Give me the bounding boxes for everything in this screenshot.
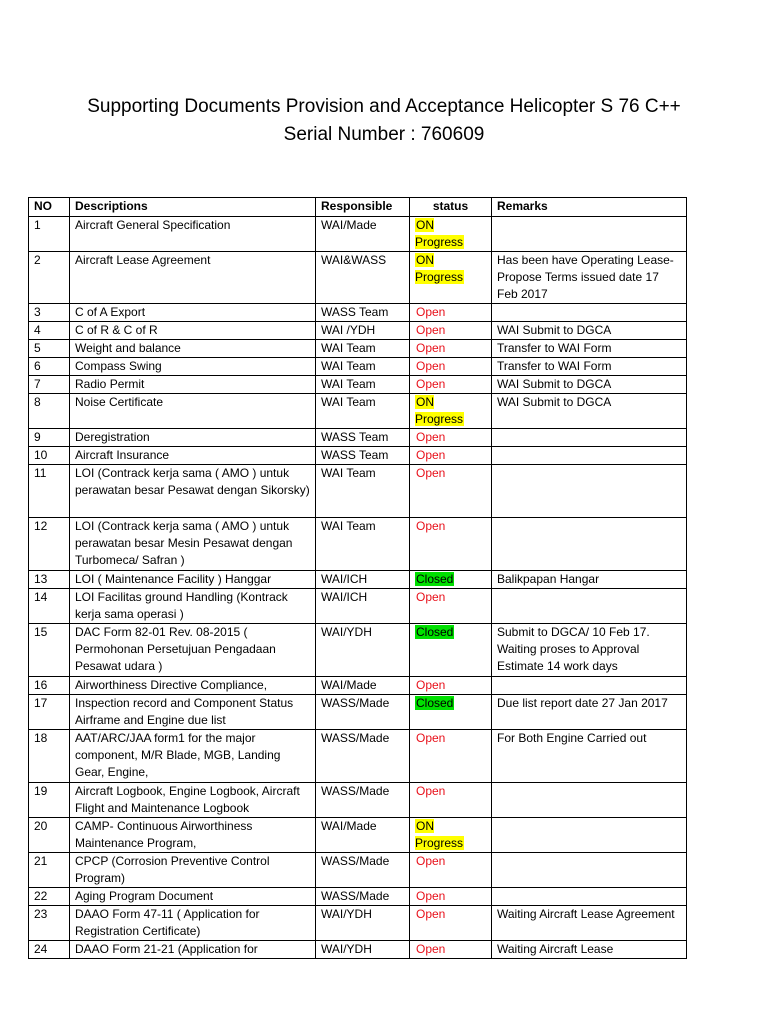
row-remarks: [492, 818, 687, 853]
status-badge: Open: [416, 519, 446, 533]
row-number: 18: [29, 730, 70, 783]
row-description: AAT/ARC/JAA form1 for the major component, M/R Blade, MGB, Landing Gear, Engine,: [70, 730, 316, 783]
table-row: [29, 394, 687, 429]
row-description: Aircraft Insurance: [70, 447, 316, 465]
row-number: 23: [29, 906, 70, 941]
row-number: 14: [29, 589, 70, 624]
row-responsible: WAI/Made: [316, 677, 410, 695]
row-responsible: WAI/Made: [316, 818, 410, 853]
table-row: [29, 322, 687, 340]
status-badge: Open: [416, 341, 446, 355]
row-status: [410, 518, 492, 571]
row-number: 9: [29, 429, 70, 447]
row-responsible: WAI Team: [316, 465, 410, 518]
row-description: Aircraft General Specification: [70, 217, 316, 252]
row-responsible: WAI Team: [316, 518, 410, 571]
row-description: Deregistration: [70, 429, 316, 447]
table-row: [29, 695, 687, 730]
row-number: 13: [29, 571, 70, 589]
table-row: [29, 589, 687, 624]
row-status: [410, 941, 492, 959]
table-row: [29, 217, 687, 252]
row-status: [410, 695, 492, 730]
serial-number: Serial Number : 760609: [283, 124, 485, 145]
row-status: [410, 358, 492, 376]
row-number: 22: [29, 888, 70, 906]
header-no: NO: [29, 198, 70, 217]
row-remarks: [492, 304, 687, 322]
row-description: CPCP (Corrosion Preventive Control Program): [70, 853, 316, 888]
row-number: 20: [29, 818, 70, 853]
row-responsible: WASS Team: [316, 304, 410, 322]
table-row: [29, 624, 687, 677]
row-remarks: Waiting Aircraft Lease Agreement: [492, 906, 687, 941]
row-responsible: WAI Team: [316, 394, 410, 429]
row-status: [410, 340, 492, 358]
row-status: [410, 906, 492, 941]
table-row: [29, 853, 687, 888]
row-number: 3: [29, 304, 70, 322]
row-number: 2: [29, 252, 70, 304]
header-descriptions: Descriptions: [70, 198, 316, 217]
row-responsible: WAI/Made: [316, 217, 410, 252]
row-remarks: [492, 429, 687, 447]
row-description: Compass Swing: [70, 358, 316, 376]
row-responsible: WAI Team: [316, 340, 410, 358]
table-row: [29, 518, 687, 571]
table-row: [29, 429, 687, 447]
row-status: [410, 429, 492, 447]
row-number: 1: [29, 217, 70, 252]
row-status: [410, 465, 492, 518]
table-row: [29, 340, 687, 358]
row-number: 24: [29, 941, 70, 959]
row-number: 7: [29, 376, 70, 394]
row-remarks: Waiting Aircraft Lease: [492, 941, 687, 959]
row-status: [410, 394, 492, 429]
document-title: Supporting Documents Provision and Acceptance Helicopter S 76 C++: [87, 96, 681, 117]
table-row: [29, 376, 687, 394]
row-description: LOI Facilitas ground Handling (Kontrack kerja sama operasi ): [70, 589, 316, 624]
status-badge: Open: [416, 377, 446, 391]
row-remarks: [492, 447, 687, 465]
row-responsible: WASS/Made: [316, 695, 410, 730]
row-number: 11: [29, 465, 70, 518]
row-responsible: WAI/YDH: [316, 624, 410, 677]
table-row: [29, 941, 687, 959]
row-number: 8: [29, 394, 70, 429]
status-badge: Closed: [416, 696, 454, 710]
row-remarks: Due list report date 27 Jan 2017: [492, 695, 687, 730]
status-badge: Open: [416, 678, 446, 692]
row-responsible: WASS/Made: [316, 888, 410, 906]
row-status: [410, 589, 492, 624]
status-badge: Open: [416, 907, 446, 921]
row-description: Aircraft Lease Agreement: [70, 252, 316, 304]
row-responsible: WAI/ICH: [316, 589, 410, 624]
row-description: CAMP- Continuous Airworthiness Maintenance Program,: [70, 818, 316, 853]
row-number: 12: [29, 518, 70, 571]
status-badge: Open: [416, 784, 446, 798]
header-status: status: [410, 198, 492, 217]
row-description: Weight and balance: [70, 340, 316, 358]
row-description: C of A Export: [70, 304, 316, 322]
header-responsible: Responsible: [316, 198, 410, 217]
row-description: Airworthiness Directive Compliance,: [70, 677, 316, 695]
row-description: Noise Certificate: [70, 394, 316, 429]
status-badge: Open: [416, 323, 446, 337]
row-remarks: [492, 783, 687, 818]
status-badge: Open: [416, 430, 446, 444]
status-badge: ON Progress: [415, 819, 464, 850]
row-status: [410, 376, 492, 394]
row-responsible: WASS/Made: [316, 730, 410, 783]
row-number: 4: [29, 322, 70, 340]
status-badge: ON Progress: [415, 253, 464, 284]
row-number: 16: [29, 677, 70, 695]
row-responsible: WAI Team: [316, 376, 410, 394]
table-body: [29, 217, 687, 959]
row-remarks: WAI Submit to DGCA: [492, 322, 687, 340]
row-remarks: WAI Submit to DGCA: [492, 376, 687, 394]
status-badge: Open: [416, 305, 446, 319]
row-status: [410, 853, 492, 888]
status-badge: ON Progress: [415, 395, 464, 426]
row-responsible: WAI /YDH: [316, 322, 410, 340]
row-number: 21: [29, 853, 70, 888]
table-header-row: [29, 198, 687, 217]
row-remarks: Transfer to WAI Form: [492, 358, 687, 376]
status-badge: Open: [416, 731, 446, 745]
row-description: LOI ( Maintenance Facility ) Hanggar: [70, 571, 316, 589]
status-badge: Open: [416, 889, 446, 903]
status-badge: Open: [416, 359, 446, 373]
row-number: 6: [29, 358, 70, 376]
table-row: [29, 571, 687, 589]
row-number: 15: [29, 624, 70, 677]
row-responsible: WASS Team: [316, 429, 410, 447]
table-row: [29, 304, 687, 322]
row-remarks: For Both Engine Carried out: [492, 730, 687, 783]
status-badge: Open: [416, 942, 446, 956]
row-responsible: WASS/Made: [316, 853, 410, 888]
table-row: [29, 906, 687, 941]
row-remarks: WAI Submit to DGCA: [492, 394, 687, 429]
row-description: C of R & C of R: [70, 322, 316, 340]
row-number: 19: [29, 783, 70, 818]
row-description: DAAO Form 21-21 (Application for: [70, 941, 316, 959]
row-remarks: [492, 677, 687, 695]
status-badge: ON Progress: [415, 218, 464, 249]
row-responsible: WASS Team: [316, 447, 410, 465]
row-remarks: [492, 465, 687, 518]
table-row: [29, 783, 687, 818]
row-status: [410, 217, 492, 252]
row-status: [410, 304, 492, 322]
row-remarks: Balikpapan Hangar: [492, 571, 687, 589]
row-status: [410, 252, 492, 304]
row-description: LOI (Contrack kerja sama ( AMO ) untuk perawatan besar Mesin Pesawat dengan Turbomeca/ Safran ): [70, 518, 316, 571]
status-badge: Closed: [416, 625, 454, 639]
row-status: [410, 818, 492, 853]
row-description: Aging Program Document: [70, 888, 316, 906]
row-number: 10: [29, 447, 70, 465]
row-description: DAAO Form 47-11 ( Application for Registration Certificate): [70, 906, 316, 941]
table-row: [29, 818, 687, 853]
row-responsible: WASS/Made: [316, 783, 410, 818]
row-remarks: [492, 518, 687, 571]
row-status: [410, 888, 492, 906]
row-remarks: [492, 589, 687, 624]
table-row: [29, 465, 687, 518]
row-responsible: WAI Team: [316, 358, 410, 376]
row-number: 17: [29, 695, 70, 730]
row-description: Inspection record and Component Status Airframe and Engine due list: [70, 695, 316, 730]
row-remarks: [492, 217, 687, 252]
status-badge: Open: [416, 854, 446, 868]
row-responsible: WAI/YDH: [316, 906, 410, 941]
row-responsible: WAI/ICH: [316, 571, 410, 589]
table-row: [29, 730, 687, 783]
row-status: [410, 624, 492, 677]
table-row: [29, 252, 687, 304]
status-badge: Closed: [416, 572, 454, 586]
row-status: [410, 322, 492, 340]
table-row: [29, 447, 687, 465]
row-remarks: [492, 853, 687, 888]
row-status: [410, 677, 492, 695]
row-status: [410, 571, 492, 589]
row-status: [410, 447, 492, 465]
table-row: [29, 888, 687, 906]
row-responsible: WAI&WASS: [316, 252, 410, 304]
row-remarks: Transfer to WAI Form: [492, 340, 687, 358]
row-description: Aircraft Logbook, Engine Logbook, Aircraft Flight and Maintenance Logbook: [70, 783, 316, 818]
row-description: Radio Permit: [70, 376, 316, 394]
row-description: LOI (Contrack kerja sama ( AMO ) untuk perawatan besar Pesawat dengan Sikorsky): [70, 465, 316, 518]
row-status: [410, 783, 492, 818]
row-responsible: WAI/YDH: [316, 941, 410, 959]
status-badge: Open: [416, 590, 446, 604]
row-description: DAC Form 82-01 Rev. 08-2015 ( Permohonan Persetujuan Pengadaan Pesawat udara ): [70, 624, 316, 677]
row-status: [410, 730, 492, 783]
status-badge: Open: [416, 466, 446, 480]
row-remarks: Submit to DGCA/ 10 Feb 17. Waiting proses to Approval Estimate 14 work days: [492, 624, 687, 677]
row-remarks: [492, 888, 687, 906]
table-row: [29, 358, 687, 376]
row-number: 5: [29, 340, 70, 358]
table-row: [29, 677, 687, 695]
documents-table: [28, 197, 687, 959]
header-remarks: Remarks: [492, 198, 687, 217]
row-remarks: Has been have Operating Lease-Propose Terms issued date 17 Feb 2017: [492, 252, 687, 304]
status-badge: Open: [416, 448, 446, 462]
